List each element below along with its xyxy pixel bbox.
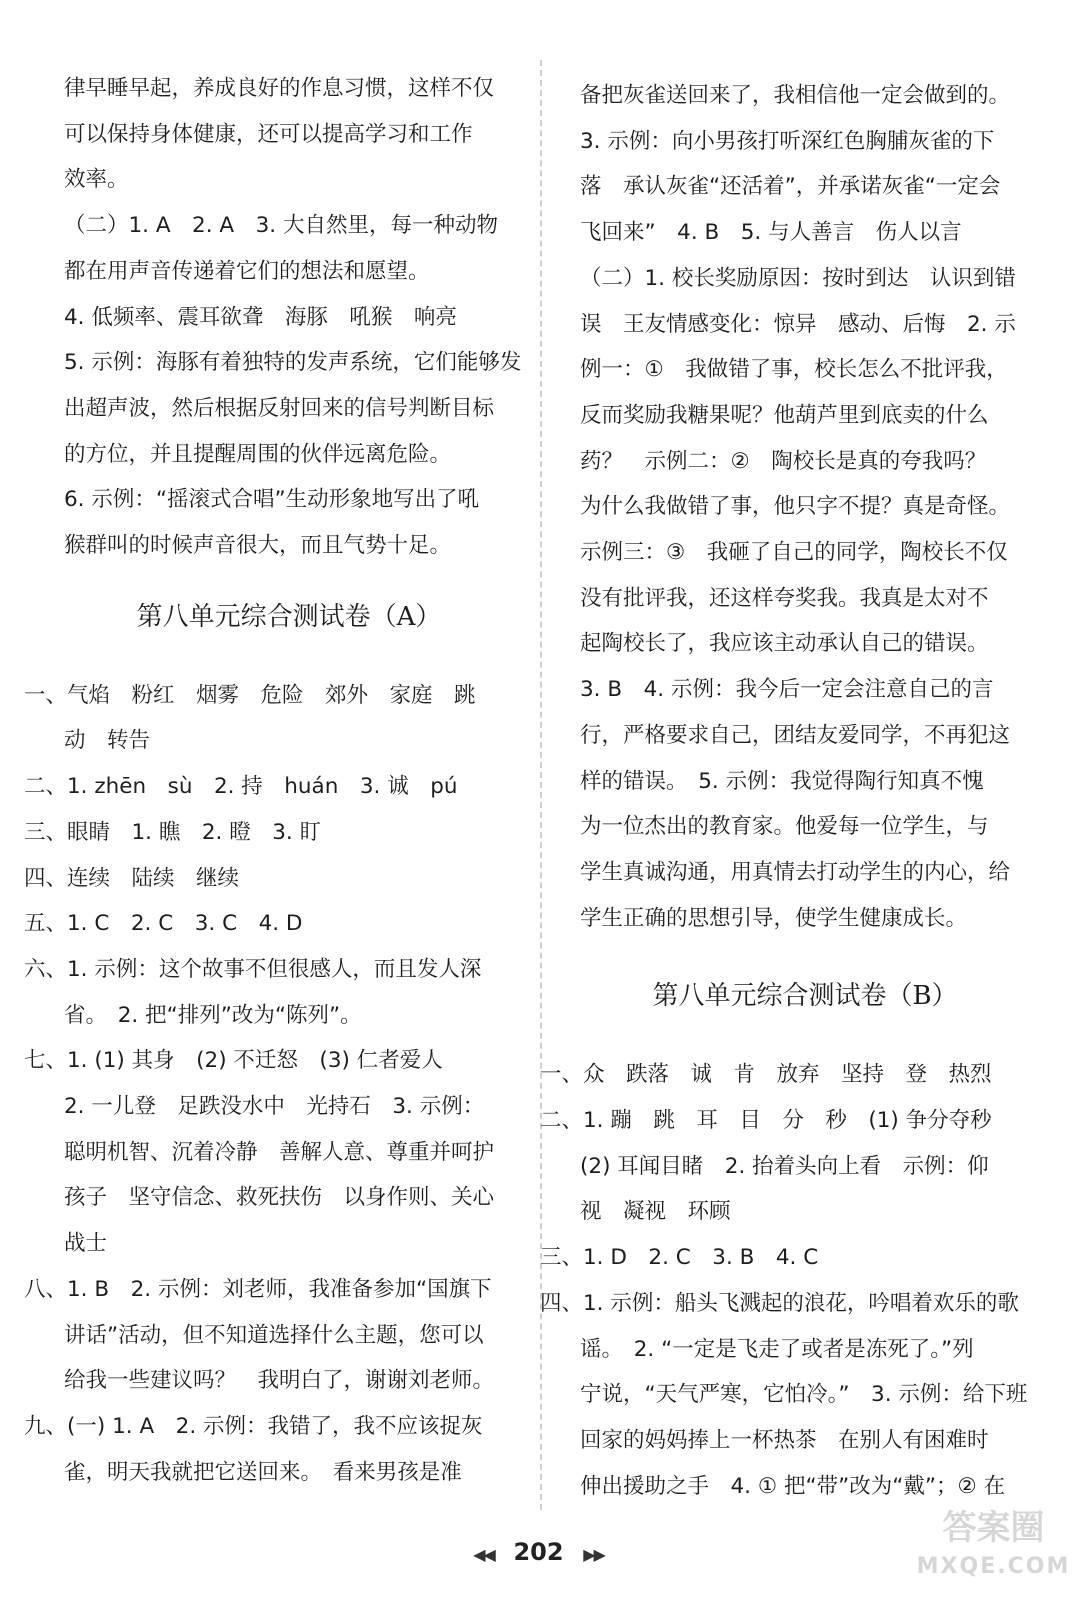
watermark-logo [916,1504,1071,1594]
answer-line: 为什么我做错了事，他只字不提？真是奇怪。 [580,494,1011,520]
prev-arrows-icon: ◀◀ [473,1545,494,1564]
answer-line: 的方位，并且提醒周围的伙伴远离危险。 [64,441,452,467]
answer-line: 为一位杰出的教育家。他爱每一位学生，与 [580,814,989,840]
answer-line: 反而奖励我糖果呢？他葫芦里到底卖的什么 [580,402,989,428]
answer-line: 讲话”活动，但不知道选择什么主题，您可以 [64,1322,484,1348]
answer-line: 动 转告 [64,728,151,754]
answer-line: 四、1. 示例：船头飞溅起的浪花，吟唱着欢乐的歌 [540,1290,1019,1316]
answer-line: 律早睡早起，养成良好的作息习惯，这样不仅 [64,76,495,101]
answer-line: 视 凝视 环顾 [580,1199,731,1225]
answer-line: 都在用声音传递着它们的想法和愿望。 [64,258,430,284]
answer-line: 出超声波，然后根据反射回来的信号判断目标 [64,395,495,421]
answer-line: 给我一些建议吗？ 我明白了，谢谢刘老师。 [64,1368,495,1394]
answer-line: 效率。 [64,167,129,193]
answer-line: 落 承认灰雀“还活着”，并承诺灰雀“一定会 [580,174,1001,200]
answer-line: （二）1. 校长奖励原因：按时到达 认识到错 [580,265,1016,291]
answer-line: 二、1. zhēn sù 2. 持 huán 3. 诚 pú [24,774,458,800]
answer-line: 示例三：③ 我砸了自己的同学，陶校长不仅 [580,540,1008,565]
answer-line: (2) 耳闻目睹 2. 抬着头向上看 示例：仰 [580,1153,989,1179]
answer-line: 一、众 跌落 诚 肯 放弃 坚持 登 热烈 [540,1062,992,1088]
answer-line: 谣。 2. “一定是飞走了或者是冻死了。”列 [580,1336,974,1362]
answer-line: 三、眼睛 1. 瞧 2. 瞪 3. 盯 [24,819,322,845]
answer-line: 聪明机智、沉着冷静 善解人意、尊重并呵护 [64,1139,495,1165]
answer-line: 备把灰雀送回来了，我相信他一定会做到的。 [580,83,1011,108]
answer-line: 药？ 示例二：② 陶校长是真的夸我吗？ [580,448,987,474]
answer-line: 样的错误。 5. 示例：我觉得陶行知真不愧 [580,768,984,794]
answer-line: 战士 [64,1231,108,1257]
answer-line: 回家的妈妈捧上一杯热茶 在别人有困难时 [580,1427,989,1453]
section-heading-a: 第八单元综合测试卷（A） [136,601,442,632]
answer-line: 八、1. B 2. 示例：刘老师，我准备参加“国旗下 [24,1276,492,1302]
answer-line: 伸出援助之手 4. ① 把“带”改为“戴”；② 在 [580,1473,1006,1499]
answer-line: 二、1. 蹦 跳 耳 目 分 秒 (1) 争分夺秒 [540,1108,992,1133]
answer-line: 猴群叫的时候声音很大，而且气势十足。 [64,533,452,558]
answer-line: 省。 2. 把“排列”改为“陈列”。 [64,1002,362,1028]
watermark-top: 答案圈 [942,1508,1045,1548]
answer-line: 2. 一儿登 足跌没水中 光持石 3. 示例： [64,1094,485,1119]
answer-line: 6. 示例：“摇滚式合唱”生动形象地写出了吼 [64,487,480,513]
answer-line: 孩子 坚守信念、救死扶伤 以身作则、关心 [64,1185,495,1211]
answer-line: 学生正确的思想引导，使学生健康成长。 [580,905,968,931]
answer-line: 飞回来” 4. B 5. 与人善言 伤人以言 [580,220,962,246]
answer-line: 四、连续 陆续 继续 [24,865,240,891]
next-arrows-icon: ▶▶ [583,1545,604,1564]
answer-line: 5. 示例：海豚有着独特的发声系统，它们能够发 [64,350,522,376]
answer-line: 误 王友情感变化：惊异 感动、后悔 2. 示 [580,311,1016,337]
answer-line: （二）1. A 2. A 3. 大自然里，每一种动物 [64,213,498,239]
answer-line: 九、(一) 1. A 2. 示例：我错了，我不应该捉灰 [24,1413,483,1439]
answer-line: 五、1. C 2. C 3. C 4. D [24,911,303,937]
answer-line: 雀，明天我就把它送回来。 看来男孩是准 [64,1459,462,1485]
answer-line: 行，严格要求自己，团结友爱同学，不再犯这 [580,722,1011,748]
answer-line: 一、气焰 粉红 烟雾 危险 郊外 家庭 跳 [24,682,476,708]
answer-line: 可以保持身体健康，还可以提高学习和工作 [64,121,473,147]
answer-line: 3. B 4. 示例：我今后一定会注意自己的言 [580,677,994,703]
answer-line: 学生真诚沟通，用真情去打动学生的内心，给 [580,859,1011,885]
page-number: 202 [513,1538,564,1566]
section-heading-b: 第八单元综合测试卷（B） [652,981,958,1012]
answer-line: 宁说，“天气严寒，它怕冷。” 3. 示例：给下班 [580,1382,1028,1408]
answer-line: 4. 低频率、震耳欲聋 海豚 吼猴 响亮 [64,304,457,330]
answer-line: 六、1. 示例：这个故事不但很感人，而且发人深 [24,956,482,982]
answer-line: 3. 示例：向小男孩打听深红色胸脯灰雀的下 [580,128,995,154]
answer-line: 起陶校长了，我应该主动承认自己的错误。 [580,631,989,657]
answer-line: 七、1. (1) 其身 (2) 不迁怒 (3) 仁者爱人 [24,1048,443,1074]
watermark-bottom: MXQE.COM [916,1554,1071,1579]
answer-line: 没有批评我，还这样夸奖我。我真是太对不 [580,585,989,611]
answer-line: 三、1. D 2. C 3. B 4. C [540,1245,819,1271]
answer-line: 例一：① 我做错了事，校长怎么不批评我， [580,357,1008,383]
